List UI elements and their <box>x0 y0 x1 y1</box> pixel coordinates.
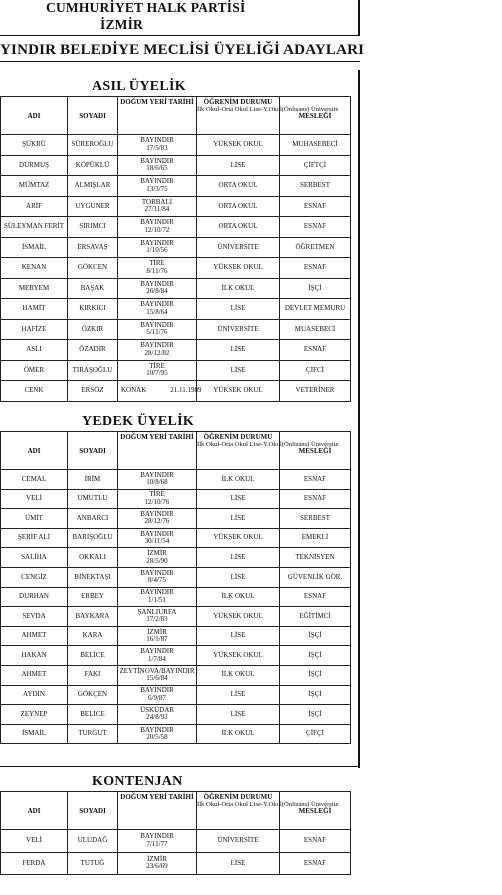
cell-meslek: ESNAF <box>280 258 351 279</box>
cell-adi: DURHAN <box>1 587 68 607</box>
cell-meslek: ESNAF <box>280 587 351 607</box>
cell-soyadi: UYGUNER <box>68 196 118 217</box>
table-row <box>1 381 351 402</box>
table-row <box>1 258 351 279</box>
cell-adi: AYDIN <box>1 685 68 705</box>
ogrenim-levels: İlk Okul-Orta Okul Lise-Y.Okul(Önlisans) Üniversite <box>197 106 339 113</box>
column-header-soyadi: SOYADI <box>68 792 118 830</box>
cell-soyadi: FAKI <box>68 665 118 685</box>
ogrenim-levels: İlk Okul-Orta Okul Lise-Y.Okul(Önlisans) Üniversite <box>197 801 339 808</box>
cell-ogrenim: LİSE <box>197 299 280 320</box>
table-row <box>1 299 351 320</box>
cell-soyadi: BAŞAK <box>68 278 118 299</box>
cell-soyadi: KARA <box>68 626 118 646</box>
cell-dogum-tarihi: 13/3/75 <box>146 184 168 193</box>
cell-dogum-tarihi: 18/6/65 <box>146 164 168 173</box>
cell-dogum-tarihi: 28/5/90 <box>146 556 168 565</box>
cell-soyadi: TUTUĞ <box>68 852 118 875</box>
column-header-adi: ADI <box>1 97 68 135</box>
cell-dogum-tarihi: 8/4/75 <box>148 576 166 585</box>
cell-dogum-tarihi: 30/11/54 <box>144 537 170 546</box>
cell-soyadi: BELİCE <box>68 646 118 666</box>
table-header-row <box>1 432 351 470</box>
cell-meslek: ESNAF <box>280 217 351 238</box>
cell-dogum-yeri: ZEYTİNOVA/BAYINDIR <box>119 666 195 675</box>
cell-ogrenim: LİSE <box>197 155 280 176</box>
cell-soyadi: ANBARCI <box>68 509 118 529</box>
table-row <box>1 470 351 490</box>
cell-meslek: İŞÇİ <box>280 665 351 685</box>
column-header-meslek: MESLEĞİ <box>280 432 351 470</box>
cell-meslek: ÇİFÇİ <box>280 724 351 744</box>
cell-dogum <box>118 852 197 875</box>
cell-dogum <box>118 705 197 725</box>
cell-dogum <box>118 319 197 340</box>
cell-adi: SEVDA <box>1 607 68 627</box>
cell-dogum-yeri: TİRE <box>149 490 165 499</box>
cell-soyadi: ERBEY <box>68 587 118 607</box>
cell-dogum <box>118 176 197 197</box>
column-header-soyadi: SOYADI <box>68 432 118 470</box>
cell-dogum-yeri: TİRE <box>149 259 165 268</box>
cell-adi: ÜMİT <box>1 509 68 529</box>
table-row <box>1 135 351 156</box>
cell-adi: HAFİZE <box>1 319 68 340</box>
cell-meslek: ESNAF <box>280 340 351 361</box>
cell-dogum <box>118 237 197 258</box>
cell-ogrenim: LİSE <box>197 509 280 529</box>
cell-adi: AHMET <box>1 626 68 646</box>
cell-dogum-tarihi: 6/9/87 <box>148 693 166 702</box>
cell-soyadi: ULUDAĞ <box>68 830 118 853</box>
cell-dogum <box>118 587 197 607</box>
table-row <box>1 548 351 568</box>
cell-meslek: VETERİNER <box>280 381 351 402</box>
cell-dogum-yeri: BAYINDIR <box>140 529 174 538</box>
cell-ogrenim: ÜNİVERSİTE <box>197 319 280 340</box>
cell-ogrenim: LİSE <box>197 360 280 381</box>
table-row <box>1 567 351 587</box>
cell-meslek: SERBEST <box>280 509 351 529</box>
title-rule <box>0 61 360 62</box>
cell-dogum-yeri: BAYINDIR <box>140 300 174 309</box>
cell-ogrenim: İLK OKUL <box>197 587 280 607</box>
table-row <box>1 830 351 853</box>
cell-dogum <box>118 340 197 361</box>
table-row <box>1 528 351 548</box>
ogrenim-levels: İlk Okul-Orta Okul Lise-Y.Okul(Önlisans) Üniversite <box>197 441 339 448</box>
cell-meslek: DEVLET MEMURU <box>280 299 351 320</box>
cell-dogum-tarihi: 10/8/68 <box>146 478 168 487</box>
cell-ogrenim: LİSE <box>197 685 280 705</box>
cell-ogrenim: LİSE <box>197 489 280 509</box>
cell-dogum-yeri: BAYINDIR <box>140 509 174 518</box>
column-header-dogum: DOĞUM YERİ TARİHİ <box>118 792 197 830</box>
table-header-row <box>1 97 351 135</box>
cell-dogum-tarihi: 27/11/84 <box>144 205 170 214</box>
cell-ogrenim: LİSE <box>197 340 280 361</box>
cell-dogum <box>118 217 197 238</box>
cell-dogum-tarihi: 20/5/58 <box>146 733 168 742</box>
cell-dogum <box>118 646 197 666</box>
cell-dogum <box>118 724 197 744</box>
ogrenim-title: ÖĞRENİM DURUMU <box>203 793 273 801</box>
table-row <box>1 217 351 238</box>
cell-meslek: ÇİFCİ <box>280 360 351 381</box>
cell-dogum-tarihi: 21.11.1989 <box>170 386 202 394</box>
cell-dogum-yeri: BAYINDIR <box>140 725 174 734</box>
cell-soyadi: ÖZADIR <box>68 340 118 361</box>
table-row <box>1 155 351 176</box>
cell-ogrenim: İLK OKUL <box>197 665 280 685</box>
cell-dogum-yeri: TORBALI <box>141 197 173 206</box>
cell-ogrenim: ORTA OKUL <box>197 217 280 238</box>
cell-meslek: MUHASEBECİ <box>280 135 351 156</box>
cell-meslek: SERBEST <box>280 176 351 197</box>
cell-dogum-yeri: BAYINDIR <box>140 470 174 479</box>
cell-soyadi: GÖKÇEN <box>68 685 118 705</box>
cell-dogum-yeri: BAYINDIR <box>140 341 174 350</box>
cell-soyadi: UMUTLU <box>68 489 118 509</box>
cell-dogum <box>118 258 197 279</box>
cell-adi: DURMUŞ <box>1 155 68 176</box>
cell-dogum-yeri: İZMİR <box>147 549 167 558</box>
cell-adi: CENGİZ <box>1 567 68 587</box>
cell-dogum-yeri: ŞANLIURFA <box>137 607 177 616</box>
cell-dogum <box>118 470 197 490</box>
table-row <box>1 607 351 627</box>
section-rule <box>0 766 360 767</box>
header-rule <box>0 35 360 36</box>
cell-adi: HAMİT <box>1 299 68 320</box>
page-edge-line <box>358 70 360 768</box>
cell-dogum-tarihi: 1/1/51 <box>148 595 166 604</box>
cell-soyadi: SÜREROĞLU <box>68 135 118 156</box>
cell-dogum-tarihi: 5/11/76 <box>146 328 168 337</box>
cell-soyadi: ERSÖZ <box>68 381 118 402</box>
table-row <box>1 340 351 361</box>
yedek-uyelik-table <box>0 431 351 744</box>
table-row <box>1 176 351 197</box>
header-edge <box>358 0 360 36</box>
cell-ogrenim: LİSE <box>197 548 280 568</box>
cell-soyadi: KÖPÜKLÜ <box>68 155 118 176</box>
cell-dogum <box>118 607 197 627</box>
cell-adi: ŞERİF ALİ <box>1 528 68 548</box>
cell-adi: ŞÜKRÜ <box>1 135 68 156</box>
cell-meslek: GÜVENLİK GÖR. <box>280 567 351 587</box>
cell-dogum-yeri: BAYINDIR <box>140 588 174 597</box>
cell-dogum <box>118 528 197 548</box>
cell-ogrenim: İLK OKUL <box>197 470 280 490</box>
cell-adi: VELİ <box>1 489 68 509</box>
cell-dogum-tarihi: 28/12/82 <box>144 348 170 357</box>
cell-soyadi: ÖZKIR <box>68 319 118 340</box>
cell-meslek: İŞÇİ <box>280 626 351 646</box>
cell-meslek: ESNAF <box>280 489 351 509</box>
table-row <box>1 278 351 299</box>
cell-ogrenim: İLK OKUL <box>197 278 280 299</box>
cell-soyadi: KIRKICI <box>68 299 118 320</box>
cell-dogum-yeri: BAYINDIR <box>140 238 174 247</box>
cell-dogum-tarihi: 26/8/84 <box>146 287 168 296</box>
cell-adi: SÜLEYMAN FERİT <box>1 217 68 238</box>
table-row <box>1 489 351 509</box>
column-header-meslek: MESLEĞİ <box>280 97 351 135</box>
cell-adi: AHMET <box>1 665 68 685</box>
cell-dogum <box>118 381 202 402</box>
cell-dogum-yeri: BAYINDIR <box>140 832 174 841</box>
cell-dogum-tarihi: 17/2/83 <box>146 615 168 624</box>
cell-dogum-yeri: BAYINDIR <box>140 320 174 329</box>
cell-adi: ARİF <box>1 196 68 217</box>
cell-adi: HAKAN <box>1 646 68 666</box>
cell-ogrenim: YÜKSEK OKUL <box>197 381 280 402</box>
cell-adi: CENK <box>1 381 68 402</box>
cell-meslek: MUASEBECİ <box>280 319 351 340</box>
cell-dogum-tarihi: 8/11/76 <box>146 266 168 275</box>
cell-ogrenim: ÜNİVERSİTE <box>197 237 280 258</box>
cell-soyadi: GÖKCEN <box>68 258 118 279</box>
cell-dogum-tarihi: 12/10/76 <box>144 497 170 506</box>
cell-dogum-tarihi: 7/11/77 <box>146 839 168 848</box>
cell-adi: KENAN <box>1 258 68 279</box>
cell-dogum <box>118 548 197 568</box>
cell-dogum-tarihi: 28/12/76 <box>144 517 170 526</box>
cell-dogum-tarihi: 1/7/84 <box>148 654 166 663</box>
cell-meslek: EMEKLİ <box>280 528 351 548</box>
cell-meslek: İŞÇİ <box>280 278 351 299</box>
cell-ogrenim: YÜKSEK OKUL <box>197 135 280 156</box>
cell-meslek: ESNAF <box>280 196 351 217</box>
cell-meslek: ÇİFTÇİ <box>280 155 351 176</box>
cell-dogum-tarihi: 24/8/93 <box>146 713 168 722</box>
cell-ogrenim: ÜNİVERSİTE <box>197 830 280 853</box>
cell-dogum-tarihi: 12/10/72 <box>144 225 170 234</box>
cell-meslek: İŞÇİ <box>280 705 351 725</box>
cell-dogum-tarihi: 1/10/56 <box>146 246 168 255</box>
cell-dogum <box>118 155 197 176</box>
table-row <box>1 587 351 607</box>
cell-dogum-yeri: TİRE <box>149 361 165 370</box>
cell-meslek: EĞİTİMCİ <box>280 607 351 627</box>
table-header-row <box>1 792 351 830</box>
column-header-dogum: DOĞUM YERİ TARİHİ <box>118 432 197 470</box>
cell-ogrenim: LİSE <box>197 626 280 646</box>
cell-meslek: ESNAF <box>280 830 351 853</box>
table-row <box>1 196 351 217</box>
cell-meslek: TEKNİSYEN <box>280 548 351 568</box>
city-name: İZMİR <box>100 17 144 32</box>
table-row <box>1 665 351 685</box>
cell-soyadi: OKKALI <box>68 548 118 568</box>
cell-ogrenim: LİSE <box>197 567 280 587</box>
cell-adi: VELİ <box>1 830 68 853</box>
document-title: YINDIR BELEDİYE MECLİSİ ÜYELİĞİ ADAYLARI <box>0 42 365 58</box>
cell-adi: İSMAİL <box>1 724 68 744</box>
cell-dogum <box>118 196 197 217</box>
ogrenim-title: ÖĞRENİM DURUMU <box>203 98 273 106</box>
cell-dogum-yeri: KONAK <box>121 386 147 394</box>
cell-ogrenim: YÜKSEK OKUL <box>197 646 280 666</box>
cell-soyadi: İRİM <box>68 470 118 490</box>
table-row <box>1 724 351 744</box>
cell-ogrenim: LİSE <box>197 852 280 875</box>
cell-soyadi: TIRAŞOĞLU <box>68 360 118 381</box>
cell-soyadi: ALMIŞLAR <box>68 176 118 197</box>
cell-dogum <box>118 489 197 509</box>
cell-meslek: İŞÇİ <box>280 646 351 666</box>
cell-dogum <box>118 665 197 685</box>
cell-soyadi: ERSAVAŞ <box>68 237 118 258</box>
cell-soyadi: BİNEKTAŞI <box>68 567 118 587</box>
kontenjan-table <box>0 791 351 875</box>
cell-adi: FERDA <box>1 852 68 875</box>
cell-meslek: İŞÇİ <box>280 685 351 705</box>
cell-dogum-yeri: ÜSKÜDAR <box>140 705 174 714</box>
column-header-adi: ADI <box>1 792 68 830</box>
cell-ogrenim: YÜKSEK OKUL <box>197 258 280 279</box>
cell-soyadi: BARIŞOĞLU <box>68 528 118 548</box>
cell-dogum-yeri: BAYINDIR <box>140 279 174 288</box>
cell-dogum-tarihi: 17/5/83 <box>146 143 168 152</box>
cell-adi: CEMAL <box>1 470 68 490</box>
cell-meslek: ÖĞRETMEN <box>280 237 351 258</box>
cell-ogrenim: YÜKSEK OKUL <box>197 528 280 548</box>
party-name: CUMHURİYET HALK PARTİSİ <box>46 0 246 15</box>
cell-adi: İSMAİL <box>1 237 68 258</box>
cell-dogum-tarihi: 10/7/95 <box>146 369 168 378</box>
cell-dogum-tarihi: 15/6/84 <box>146 674 168 683</box>
cell-dogum <box>118 299 197 320</box>
cell-dogum <box>118 360 197 381</box>
table-row <box>1 319 351 340</box>
cell-dogum-tarihi: 16/1/87 <box>146 635 168 644</box>
cell-dogum-yeri: BAYINDIR <box>140 686 174 695</box>
cell-soyadi: SIRIMCI <box>68 217 118 238</box>
section-title-kontenjan: KONTENJAN <box>92 774 183 789</box>
table-row <box>1 852 351 875</box>
table-row <box>1 237 351 258</box>
cell-meslek: ESNAF <box>280 852 351 875</box>
column-header-adi: ADI <box>1 432 68 470</box>
cell-meslek: ESNAF <box>280 470 351 490</box>
column-header-soyadi: SOYADI <box>68 97 118 135</box>
asil-uyelik-table <box>0 96 351 402</box>
cell-dogum <box>118 626 197 646</box>
column-header-dogum: DOĞUM YERİ TARİHİ <box>118 97 197 135</box>
cell-dogum-tarihi: 15/8/64 <box>146 307 168 316</box>
cell-dogum-yeri: BAYINDIR <box>140 568 174 577</box>
table-row <box>1 509 351 529</box>
column-header-meslek: MESLEĞİ <box>280 792 351 830</box>
cell-dogum <box>118 135 197 156</box>
cell-ogrenim: ORTA OKUL <box>197 176 280 197</box>
table-row <box>1 646 351 666</box>
cell-dogum-tarihi: 23/6/69 <box>146 862 168 871</box>
cell-dogum-yeri: BAYINDIR <box>140 218 174 227</box>
cell-ogrenim: ORTA OKUL <box>197 196 280 217</box>
cell-dogum <box>118 278 197 299</box>
cell-ogrenim: İLK OKUL <box>197 724 280 744</box>
cell-dogum-yeri: İZMİR <box>147 627 167 636</box>
cell-adi: MERYEM <box>1 278 68 299</box>
cell-adi: ASLI <box>1 340 68 361</box>
cell-soyadi: TURGUT <box>68 724 118 744</box>
cell-ogrenim: YÜKSEK OKUL <box>197 607 280 627</box>
cell-dogum <box>118 830 197 853</box>
section-title-asil: ASIL ÜYELİK <box>92 79 186 94</box>
table-row <box>1 685 351 705</box>
cell-dogum-yeri: İZMİR <box>147 854 167 863</box>
cell-adi: SALİHA <box>1 548 68 568</box>
table-row <box>1 360 351 381</box>
cell-soyadi: BELİCE <box>68 705 118 725</box>
cell-dogum-yeri: BAYINDIR <box>140 156 174 165</box>
cell-adi: ZEYNEP <box>1 705 68 725</box>
cell-dogum <box>118 509 197 529</box>
cell-ogrenim: LİSE <box>197 705 280 725</box>
cell-adi: MÜMTAZ <box>1 176 68 197</box>
cell-dogum-yeri: BAYINDIR <box>140 136 174 145</box>
cell-dogum <box>118 567 197 587</box>
section-title-yedek: YEDEK ÜYELİK <box>82 414 195 429</box>
cell-dogum-yeri: BAYINDIR <box>140 647 174 656</box>
cell-soyadi: BAYKARA <box>68 607 118 627</box>
cell-dogum <box>118 685 197 705</box>
ogrenim-title: ÖĞRENİM DURUMU <box>203 433 273 441</box>
table-row <box>1 626 351 646</box>
cell-dogum-yeri: BAYINDIR <box>140 177 174 186</box>
table-row <box>1 705 351 725</box>
cell-adi: ÖMER <box>1 360 68 381</box>
